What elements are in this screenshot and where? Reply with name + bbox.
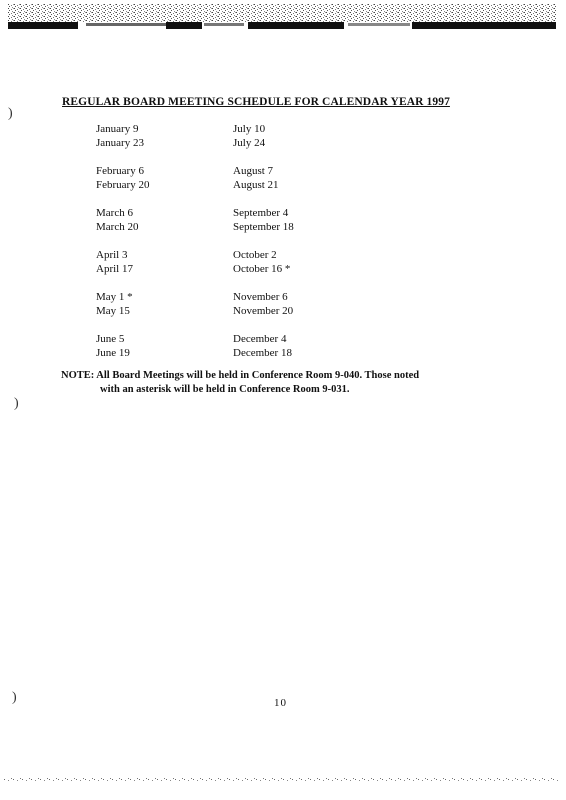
- schedule-column-left: [96, 290, 233, 318]
- meeting-date: June 5: [96, 333, 125, 345]
- note-line: with an asterisk will be held in Conference Room 9-031.: [100, 384, 350, 395]
- schedule-column-right: [233, 332, 393, 360]
- meeting-date: July 10: [233, 123, 266, 135]
- schedule-column-left: [96, 248, 233, 276]
- schedule-column-left: [96, 122, 233, 150]
- schedule-column-right: [233, 122, 393, 150]
- meeting-date: December 4: [233, 333, 287, 345]
- meeting-date: June 19: [96, 347, 130, 359]
- meeting-date: January 23: [96, 137, 144, 149]
- meeting-schedule: [96, 122, 393, 374]
- margin-paren-mark: ): [8, 106, 13, 121]
- page-title: REGULAR BOARD MEETING SCHEDULE FOR CALENDAR YEAR 1997: [62, 96, 450, 108]
- meeting-date: February 6: [96, 165, 144, 177]
- schedule-month-pair: [96, 164, 393, 192]
- scan-header-noise: [8, 4, 556, 30]
- schedule-column-left: [96, 164, 233, 192]
- schedule-month-pair: [96, 290, 393, 318]
- meeting-date: December 18: [233, 347, 292, 359]
- meeting-date: May 1 *: [96, 291, 133, 303]
- note-paragraph: [61, 369, 419, 397]
- page-number: 10: [274, 697, 287, 709]
- note-line: NOTE: All Board Meetings will be held in Conference Room 9-040. Those noted: [61, 370, 420, 381]
- meeting-date: May 15: [96, 305, 130, 317]
- schedule-month-pair: [96, 122, 393, 150]
- margin-paren-mark: ): [14, 396, 19, 411]
- meeting-date: July 24: [233, 137, 266, 149]
- meeting-date: November 6: [233, 291, 288, 303]
- meeting-date: September 4: [233, 207, 289, 219]
- meeting-date: August 21: [233, 179, 279, 191]
- margin-paren-mark: ): [12, 690, 17, 705]
- meeting-date: October 16 *: [233, 263, 291, 275]
- schedule-month-pair: [96, 248, 393, 276]
- schedule-column-left: [96, 332, 233, 360]
- schedule-column-right: [233, 248, 393, 276]
- meeting-date: October 2: [233, 249, 277, 261]
- schedule-column-right: [233, 206, 393, 234]
- schedule-column-right: [233, 290, 393, 318]
- meeting-date: April 3: [96, 249, 128, 261]
- schedule-month-pair: [96, 206, 393, 234]
- meeting-date: September 18: [233, 221, 294, 233]
- meeting-date: April 17: [96, 263, 133, 275]
- meeting-date: February 20: [96, 179, 150, 191]
- meeting-date: November 20: [233, 305, 294, 317]
- schedule-column-right: [233, 164, 393, 192]
- schedule-column-left: [96, 206, 233, 234]
- meeting-date: March 6: [96, 207, 133, 219]
- meeting-date: January 9: [96, 123, 139, 135]
- scan-footer-noise: [4, 776, 560, 784]
- meeting-date: March 20: [96, 221, 139, 233]
- meeting-date: August 7: [233, 165, 274, 177]
- schedule-month-pair: [96, 332, 393, 360]
